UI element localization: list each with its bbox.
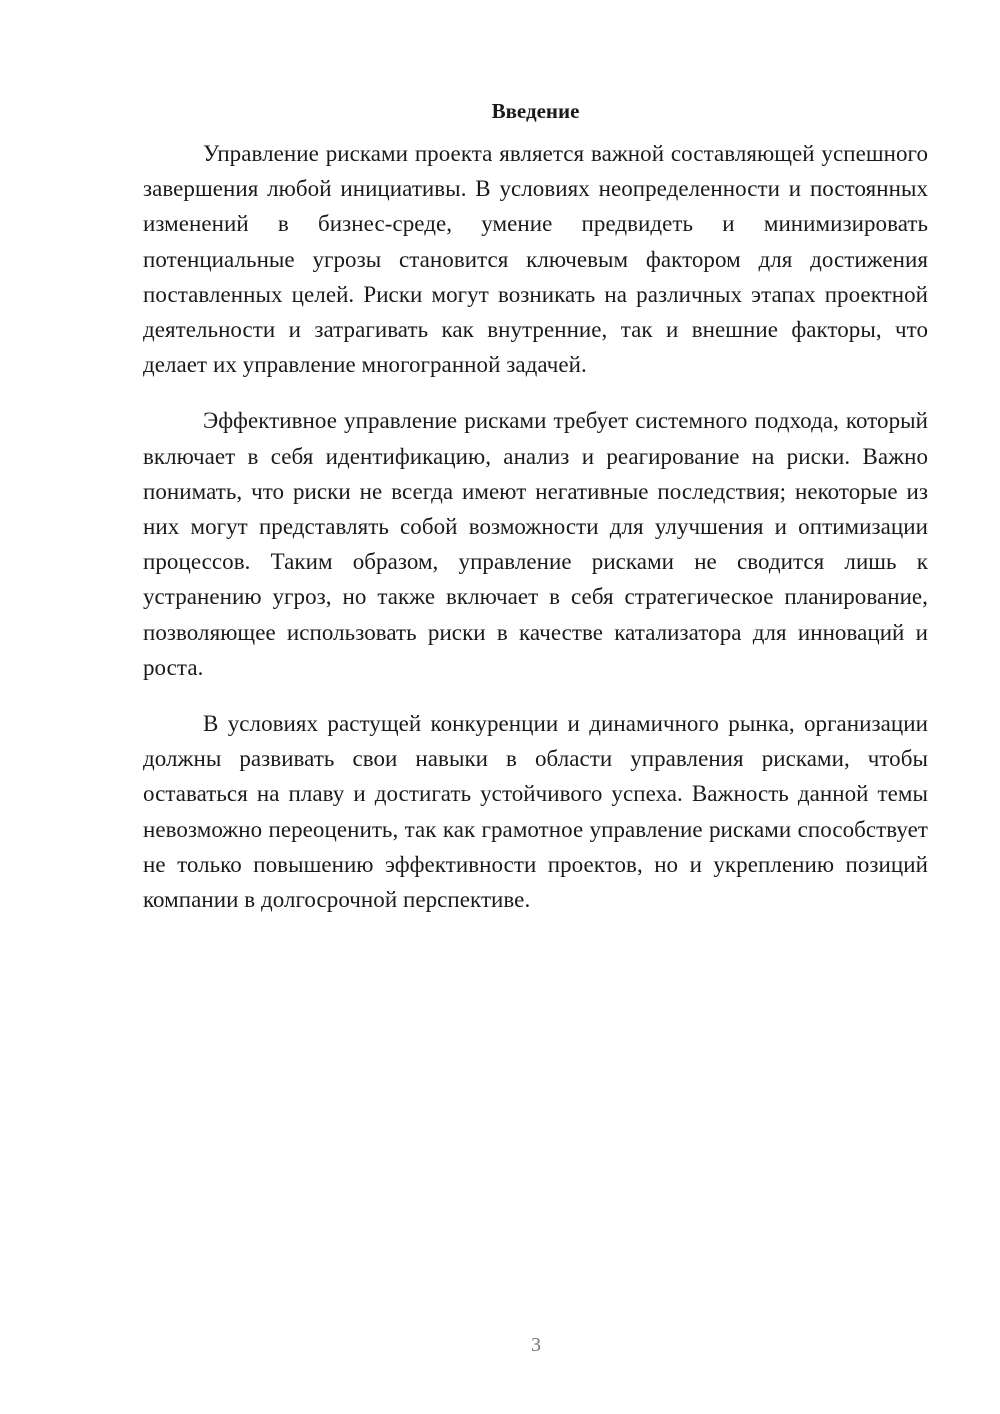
section-title: Введение: [491, 99, 580, 123]
page-content: [143, 96, 928, 938]
paragraph-2: Эффективное управление рисками требует системного подхода, который включает в себя идентификацию, анализ и реагирование на риски. Важно понимать, что риски не всегда имеют негативные последствия; некоторые из них могут представлять собой возможности для улучшения и оптимизации процессов. Таким образом, управление рисками не сводится лишь к устранению угроз, но также включает в себя стратегическое планирование, позволяющее использовать риски в качестве катализатора для инноваций и роста.: [143, 408, 928, 680]
paragraph-1: Управление рисками проекта является важной составляющей успешного завершения любой инициативы. В условиях неопределенности и постоянных изменений в бизнес-среде, умение предвидеть и минимизировать потенциальные угрозы становится ключевым фактором для достижения поставленных целей. Риски могут возникать на различных этапах проектной деятельности и затрагивать как внутренние, так и внешние факторы, что делает их управление многогранной задачей.: [143, 141, 928, 378]
page-number: 3: [531, 1334, 541, 1356]
paragraph-3: В условиях растущей конкуренции и динамичного рынка, организации должны развивать свои навыки в области управления рисками, чтобы оставаться на плаву и достигать устойчивого успеха. Важность данной темы невозможно переоценить, так как грамотное управление рисками способствует не только повышению эффективности проектов, но и укреплению позиций компании в долгосрочной перспективе.: [143, 711, 928, 913]
